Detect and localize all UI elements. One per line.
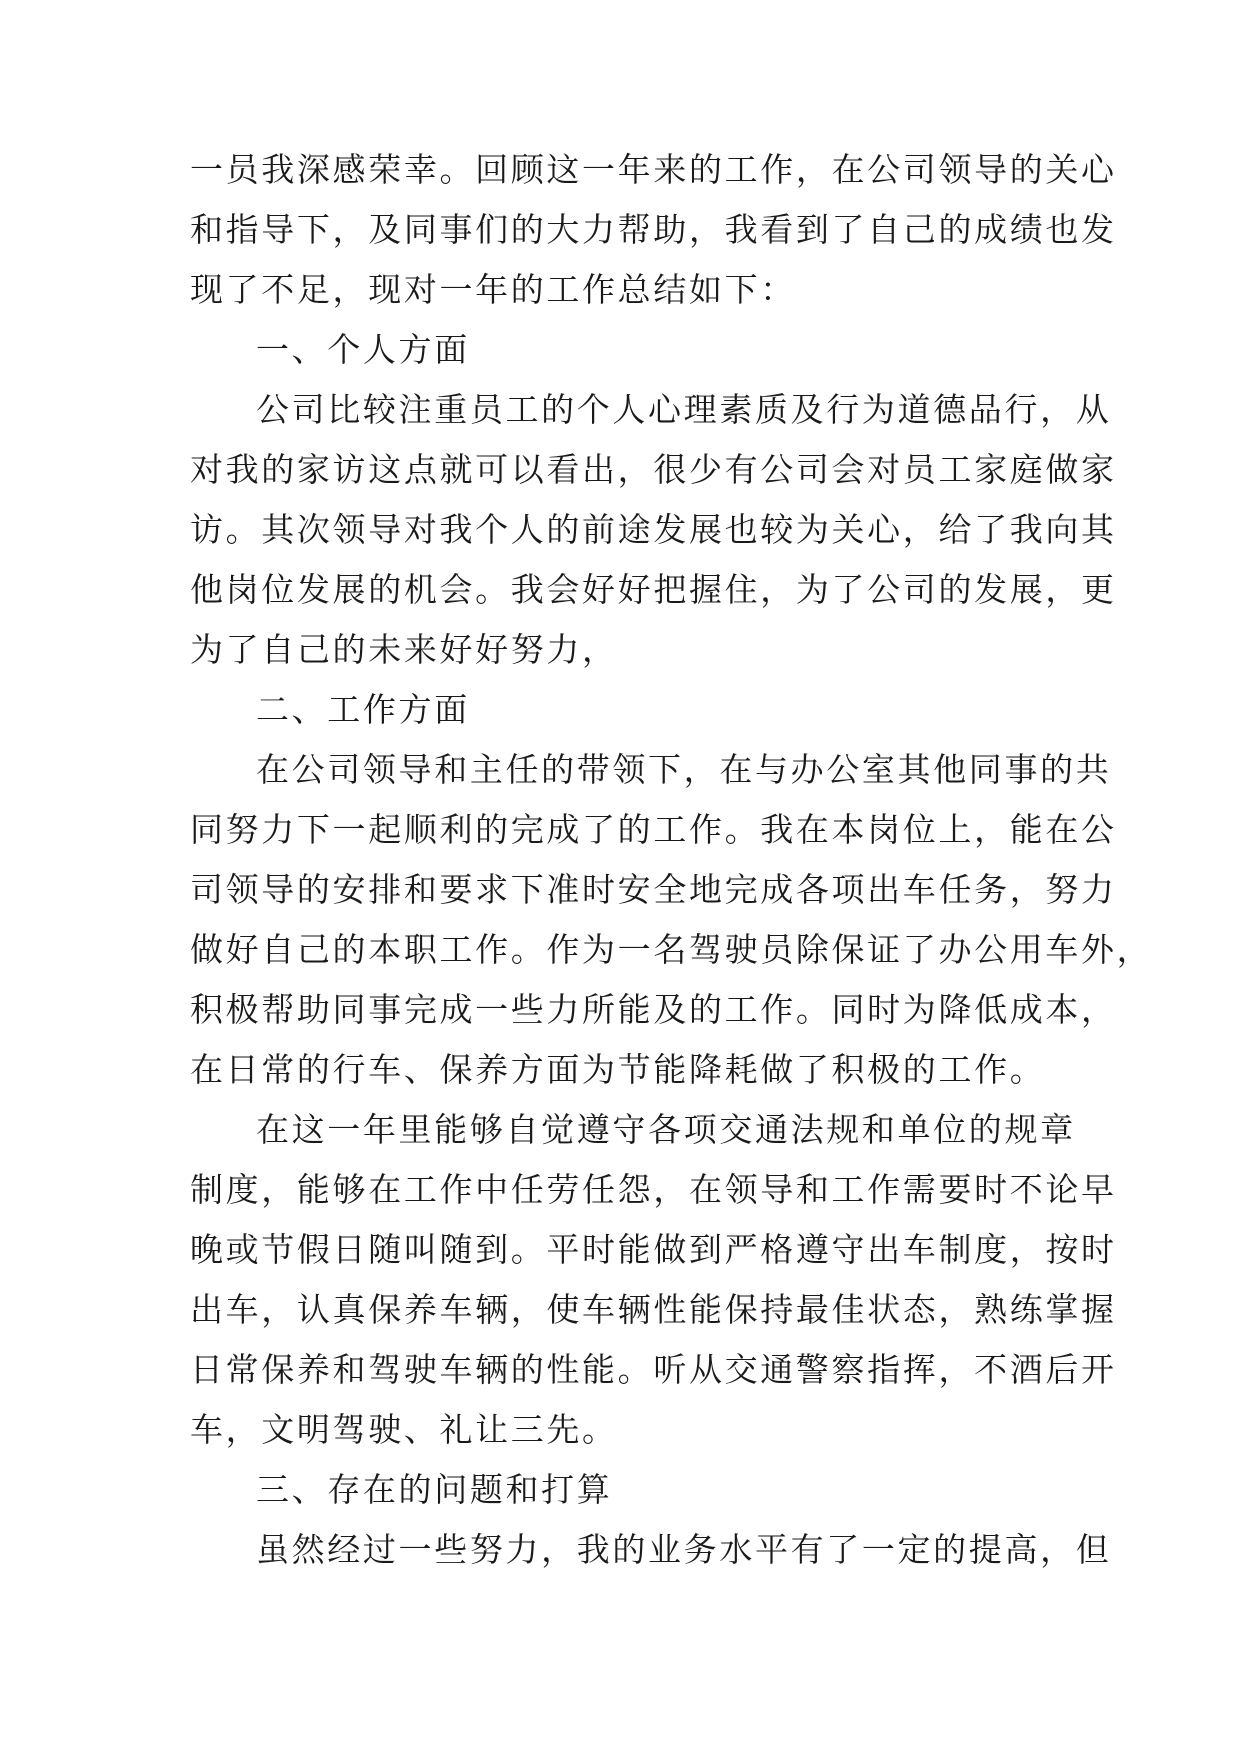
paragraph-start: 公司比较注重员工的个人心理素质及行为道德品行，从 xyxy=(256,390,1112,429)
text-line: 出车，认真保养车辆，使车辆性能保持最佳状态，熟练掌握 xyxy=(190,1290,1117,1329)
text-line: 同努力下一起顺利的完成了的工作。我在本岗位上，能在公 xyxy=(190,810,1117,849)
section-heading-work: 二、工作方面 xyxy=(256,690,470,729)
text-line: 一员我深感荣幸。回顾这一年来的工作，在公司领导的关心 xyxy=(190,150,1117,189)
paragraph-start: 在公司领导和主任的带领下，在与办公室其他同事的共 xyxy=(256,750,1112,789)
text-line: 积极帮助同事完成一些力所能及的工作。同时为降低成本， xyxy=(190,990,1117,1029)
text-line: 和指导下，及同事们的大力帮助，我看到了自己的成绩也发 xyxy=(190,210,1117,249)
text-line: 晚或节假日随叫随到。平时能做到严格遵守出车制度，按时 xyxy=(190,1230,1117,1269)
text-line: 他岗位发展的机会。我会好好把握住，为了公司的发展，更 xyxy=(190,570,1117,609)
text-line: 日常保养和驾驶车辆的性能。听从交通警察指挥，不酒后开 xyxy=(190,1350,1117,1389)
text-line: 在日常的行车、保养方面为节能降耗做了积极的工作。 xyxy=(190,1050,1046,1089)
section-heading-personal: 一、个人方面 xyxy=(256,330,470,369)
text-line: 车，文明驾驶、礼让三先。 xyxy=(190,1410,618,1449)
section-heading-issues: 三、存在的问题和打算 xyxy=(256,1470,613,1509)
paragraph-start: 在这一年里能够自觉遵守各项交通法规和单位的规章 xyxy=(256,1110,1076,1149)
text-line: 现了不足，现对一年的工作总结如下： xyxy=(190,270,796,309)
text-line: 为了自己的未来好好努力， xyxy=(190,630,618,669)
paragraph-start: 虽然经过一些努力，我的业务水平有了一定的提高，但 xyxy=(256,1530,1112,1569)
text-line: 做好自己的本职工作。作为一名驾驶员除保证了办公用车外， xyxy=(190,930,1153,969)
text-line: 对我的家访这点就可以看出，很少有公司会对员工家庭做家 xyxy=(190,450,1117,489)
text-line: 访。其次领导对我个人的前途发展也较为关心，给了我向其 xyxy=(190,510,1117,549)
text-line: 司领导的安排和要求下准时安全地完成各项出车任务，努力 xyxy=(190,870,1117,909)
text-line: 制度，能够在工作中任劳任怨，在领导和工作需要时不论早 xyxy=(190,1170,1117,1209)
